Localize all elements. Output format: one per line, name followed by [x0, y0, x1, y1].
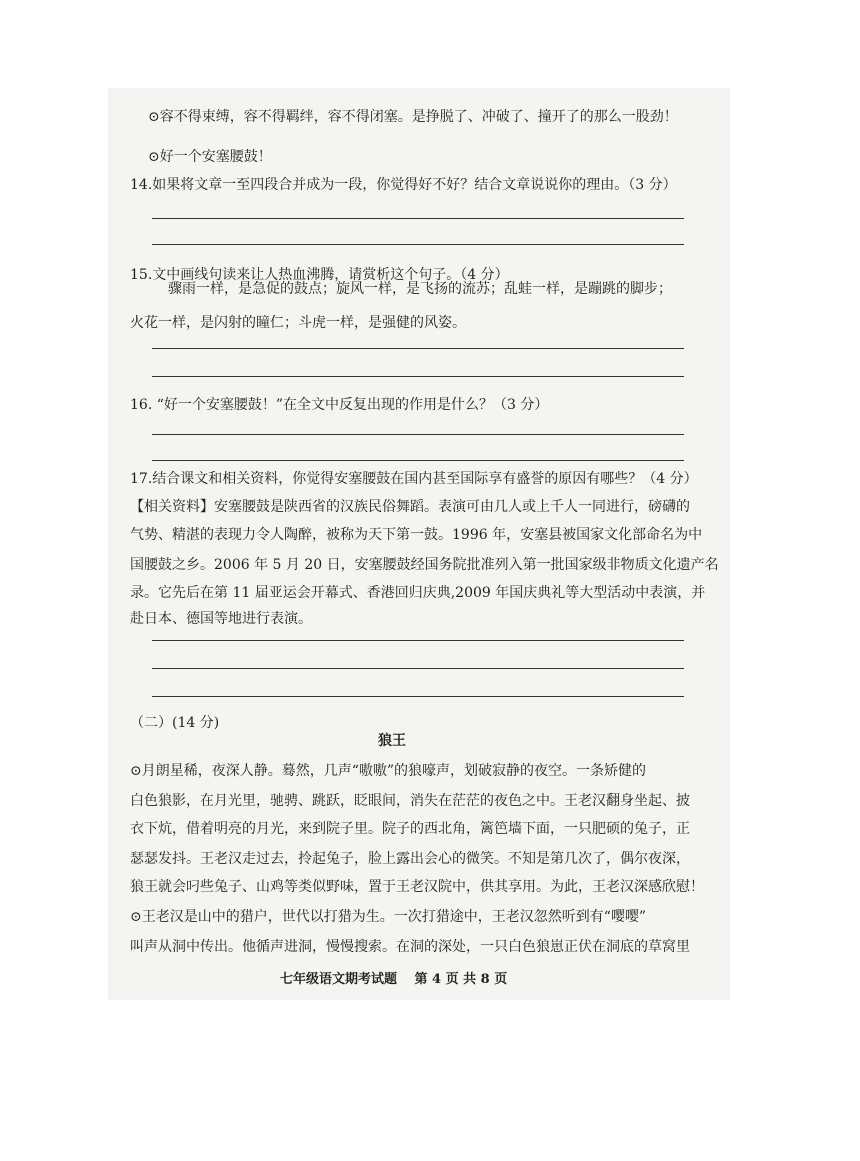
section-2-heading: （二）(14 分) — [130, 715, 220, 731]
passage-sentence-2: ⊙好一个安塞腰鼓！ — [148, 149, 272, 165]
question-15-passage-line-2: 火花一样，是闪射的瞳仁；斗虎一样，是强健的风姿。 — [130, 315, 466, 331]
answer-line-14b[interactable] — [152, 244, 684, 245]
reading-line-3: 衣下炕，借着明亮的月光，来到院子里。院子的西北角，篱笆墙下面，一只肥硕的兔子，正 — [130, 821, 690, 837]
answer-line-15b[interactable] — [152, 376, 684, 377]
question-16: 16. “好一个安塞腰鼓！”在全文中反复出现的作用是什么？（3 分） — [130, 397, 549, 413]
question-15: 15.文中画线句读来让人热血沸腾，请赏析这个句子。（4 分） — [130, 267, 509, 283]
reading-line-4: 瑟瑟发抖。王老汉走过去，拎起兔子，脸上露出会心的微笑。不知是第几次了，偶尔夜深， — [130, 851, 690, 867]
material-line-2: 气势、精湛的表现力令人陶醉，被称为天下第一鼓。1996 年，安塞县被国家文化部命名为中 — [130, 527, 703, 543]
reading-line-2: 白色狼影，在月光里，驰骋、跳跃，眨眼间，消失在茫茫的夜色之中。王老汉翻身坐起、披 — [130, 793, 690, 809]
page-footer: 七年级语文期考试题 第 4 页 共 8 页 — [280, 972, 508, 987]
reading-line-5: 狼王就会叼些兔子、山鸡等类似野味，置于王老汉院中，供其享用。为此，王老汉深感欣慰！ — [130, 879, 704, 895]
question-15-passage-line-1: 骤雨一样，是急促的鼓点；旋风一样，是飞扬的流苏；乱蛙一样，是蹦跳的脚步； — [168, 281, 672, 297]
answer-line-16b[interactable] — [152, 460, 684, 461]
passage-sentence-1: ⊙容不得束缚，容不得羁绊，容不得闭塞。是挣脱了、冲破了、撞开了的那么一股劲！ — [148, 109, 678, 125]
material-line-4: 录。它先后在第 11 届亚运会开幕式、香港回归庆典,2009 年国庆典礼等大型活动中表演，并 — [130, 585, 706, 601]
answer-line-17b[interactable] — [152, 668, 684, 669]
material-line-1: 【相关资料】安塞腰鼓是陕西省的汉族民俗舞蹈。表演可由几人或上千人一同进行，磅礴的 — [130, 499, 690, 515]
reading-title: 狼王 — [378, 733, 406, 749]
question-14: 14.如果将文章一至四段合并成为一段，你觉得好不好？结合文章说说你的理由。（3 分） — [130, 177, 677, 193]
question-17: 17.结合课文和相关资料，你觉得安塞腰鼓在国内甚至国际享有盛誉的原因有哪些？（4 分） — [130, 471, 698, 487]
answer-line-17a[interactable] — [152, 640, 684, 641]
reading-line-6: ⊙王老汉是山中的猎户，世代以打猎为生。一次打猎途中，王老汉忽然听到有“嘤嘤” — [130, 909, 647, 925]
material-line-5: 赴日本、德国等地进行表演。 — [130, 611, 312, 627]
reading-line-1: ⊙月朗星稀，夜深人静。蓦然，几声“嗷嗷”的狼嚎声，划破寂静的夜空。一条矫健的 — [130, 763, 647, 779]
material-line-3: 国腰鼓之乡。2006 年 5 月 20 日，安塞腰鼓经国务院批准列入第一批国家级非物质文化遗产名 — [130, 557, 719, 573]
answer-line-16a[interactable] — [152, 434, 684, 435]
answer-line-15a[interactable] — [152, 348, 684, 349]
answer-line-17c[interactable] — [152, 696, 684, 697]
reading-line-7: 叫声从洞中传出。他循声进洞，慢慢搜索。在洞的深处，一只白色狼崽正伏在洞底的草窝里 — [130, 939, 690, 955]
answer-line-14a[interactable] — [152, 218, 684, 219]
